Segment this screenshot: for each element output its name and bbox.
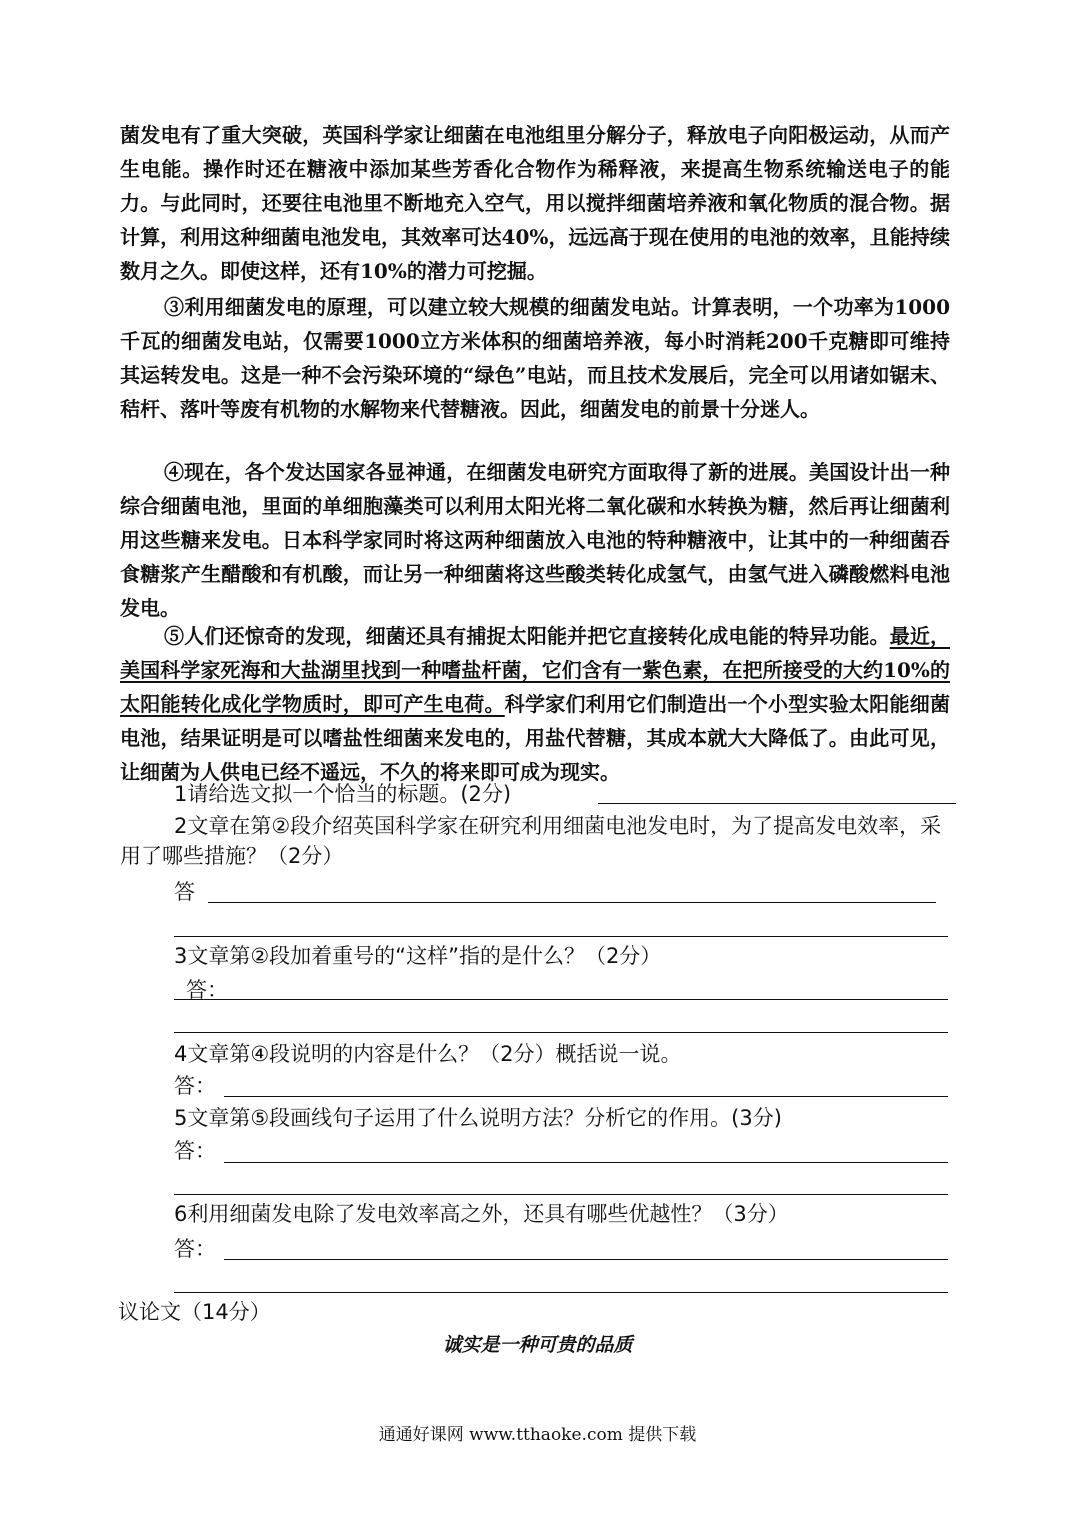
question-6: 6利用细菌发电除了发电效率高之外，还具有哪些优越性？（3分）	[174, 1202, 789, 1226]
answer-line-6b[interactable]	[174, 1292, 948, 1293]
paragraph-3: ③利用细菌发电的原理，可以建立较大规模的细菌发电站。计算表明，一个功率为1000千瓦的细菌发电站，仅需要1000立方米体积的细菌培养液，每小时消耗200千克糖即可维持其运转发电。这是一种不会污染环境的“绿色”电站，而且技术发展后，完全可以用诸如锯末、秸杆、落叶等废有机物的水解物来代替糖液。因此，细菌发电的前景十分迷人。	[120, 295, 950, 421]
answer-line-3b[interactable]	[174, 1032, 948, 1033]
paragraph-5-start: ⑤人们还惊奇的发现，细菌还具有捕捉太阳能并把它直接转化成电能的特异功能。	[164, 624, 890, 648]
question-1: 1请给选文拟一个恰当的标题。(2分)	[174, 782, 512, 806]
question-3: 3文章第②段加着重号的“这样”指的是什么？（2分）	[174, 944, 662, 968]
question-5: 5文章第⑤段画线句子运用了什么说明方法？分析它的作用。(3分)	[174, 1106, 782, 1130]
question-4: 4文章第④段说明的内容是什么？（2分）概括说一说。	[174, 1042, 682, 1066]
paragraph-5	[120, 619, 950, 789]
paragraph-5-underlined-sentence: 最近，美国科学家死海和大盐湖里找到一种嗜盐杆菌，它们含有一紫色素，在把所接受的大约10%的太阳能转化成化学物质时，即可产生电荷。	[120, 624, 951, 716]
answer-label-4: 答：	[174, 1074, 216, 1098]
answer-line-1[interactable]	[598, 803, 956, 804]
answer-label-3: 答：	[186, 978, 228, 1002]
answer-label-2: 答	[174, 880, 195, 904]
section-heading: 议论文（14分）	[118, 1300, 271, 1324]
answer-label-6: 答：	[174, 1237, 216, 1261]
answer-label-5: 答：	[174, 1139, 216, 1163]
paragraph-2: 菌发电有了重大突破，英国科学家让细菌在电池组里分解分子，释放电子向阳极运动，从而产生电能。操作时还在糖液中添加某些芳香化合物作为稀释液，来提高生物系统输送电子的能力。与此同时，还要往电池里不断地充入空气，用以搅拌细菌培养液和氧化物质的混合物。据计算，利用这种细菌电池发电，其效率可达40%，远远高于现在使用的电池的效率，且能持续数月之久。即使这样，还有10%的潜力可挖掘。	[120, 123, 950, 283]
answer-line-5a[interactable]	[224, 1162, 948, 1163]
answer-line-6a[interactable]	[224, 1259, 948, 1260]
answer-line-3a[interactable]	[174, 999, 948, 1000]
question-2: 2文章在第②段介绍英国科学家在研究利用细菌电池发电时，为了提高发电效率，采用了哪些措施？（2分）	[120, 814, 942, 868]
answer-line-2b[interactable]	[174, 936, 948, 937]
answer-line-2a[interactable]	[208, 902, 936, 903]
essay-title: 诚实是一种可贵的品质	[442, 1334, 633, 1356]
paragraph-5-end: 科学家们利用它们制造出一个小型实验太阳能细菌电池，结果证明是可以嗜盐性细菌来发电的，用盐代替糖，其成本就大大降低了。由此可见，让细菌为人供电已经不遥远，不久的将来即可成为现实。	[120, 692, 950, 784]
footer-text: 通通好课网 www.tthaoke.com 提供下载	[378, 1425, 697, 1445]
answer-line-4[interactable]	[224, 1096, 948, 1097]
answer-line-5b[interactable]	[174, 1194, 948, 1195]
paragraph-4: ④现在，各个发达国家各显神通，在细菌发电研究方面取得了新的进展。美国设计出一种综合细菌电池，里面的单细胞藻类可以利用太阳光将二氧化碳和水转换为糖，然后再让细菌利用这些糖来发电。日本科学家同时将这两种细菌放入电池的特种糖液中，让其中的一种细菌吞食糖浆产生醋酸和有机酸，而让另一种细菌将这些酸类转化成氢气，由氢气进入磷酸燃料电池发电。	[120, 460, 950, 620]
